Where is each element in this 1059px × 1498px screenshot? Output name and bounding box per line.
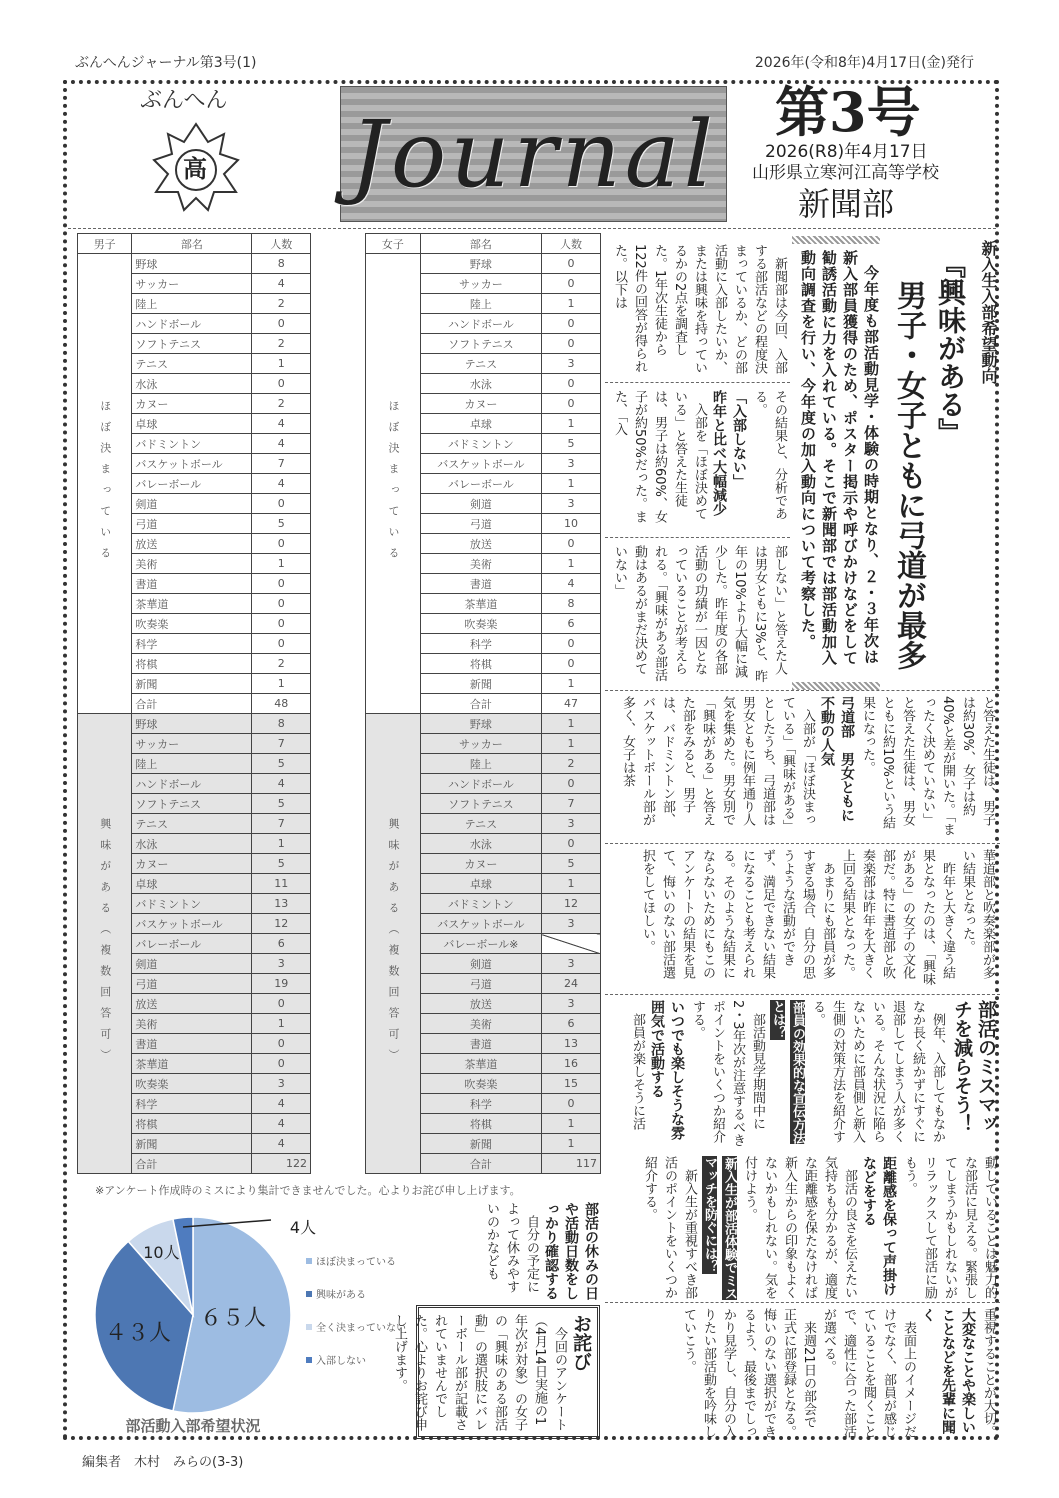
table-note: ※アンケート作成時のミスにより集計できませんでした。心よりお詫び申し上げます。 xyxy=(95,1184,521,1197)
paragraph: 動していることは魅力的な部活に見える。緊張してしまうかもしれないがリラックスして部活に励もう。 xyxy=(902,1156,997,1299)
club-name: 美術 xyxy=(132,554,252,574)
hatch-decoration xyxy=(792,236,880,244)
total-count: 48 xyxy=(252,694,311,714)
member-count: 3 xyxy=(252,954,311,974)
article1-headline2: 男子・女子ともに弓道が最多 xyxy=(891,280,926,670)
club-name: 茶華道 xyxy=(420,1054,541,1074)
paragraph: 入部を「ほぼ決めている」と答えた生徒は、男子は約60%、女子が約50%だった。また、「入 xyxy=(612,390,707,523)
club-name: 放送 xyxy=(132,534,252,554)
article1-body-1 xyxy=(607,244,789,378)
divider xyxy=(68,228,996,229)
member-count: 1 xyxy=(541,554,600,574)
chart-title: 部活動入部希望状況 xyxy=(125,1417,261,1435)
member-count: 1 xyxy=(252,554,311,574)
member-count: 6 xyxy=(541,614,600,634)
slice-label: ４３人 xyxy=(104,1321,172,1346)
pie-chart xyxy=(70,1205,410,1440)
member-count: 3 xyxy=(541,354,600,374)
club-name: 卓球 xyxy=(132,414,252,434)
divider xyxy=(605,690,1000,691)
club-name: 茶華道 xyxy=(420,594,541,614)
club-name: 科学 xyxy=(132,1094,252,1114)
member-count: 4 xyxy=(252,1134,311,1154)
club-name: 美術 xyxy=(420,554,541,574)
member-count xyxy=(541,934,600,954)
club-name: 科学 xyxy=(420,634,541,654)
member-count: 1 xyxy=(541,474,600,494)
club-name: サッカー xyxy=(132,274,252,294)
column-header: 部名 xyxy=(132,234,252,254)
legend-label: ほぼ決まっている xyxy=(316,1257,396,1268)
legend-swatch xyxy=(306,1291,312,1297)
article2-body-1 xyxy=(607,1000,947,1150)
club-name: バスケットボール xyxy=(420,914,541,934)
total-label: 合計 xyxy=(132,1154,252,1174)
club-name: 書道 xyxy=(132,574,252,594)
club-name: テニス xyxy=(420,814,541,834)
member-count: 1 xyxy=(252,834,311,854)
table-row xyxy=(366,254,601,274)
apology-text: 今回のアンケート（4月14日実施の1年次が対象）の女子の「興味のある部活動」の選択肢にバレーボール部が記載されていませんでした。心よりお詫び申し上げます。 xyxy=(392,1314,567,1431)
club-name: 新聞 xyxy=(420,1134,541,1154)
member-count: 2 xyxy=(252,394,311,414)
column-header: 人数 xyxy=(252,234,311,254)
club-name: 放送 xyxy=(420,534,541,554)
section-subheading-text: 新入生が部活体験でミスマッチを防ぐには？ xyxy=(702,1156,737,1300)
member-count: 1 xyxy=(541,874,600,894)
member-count: 8 xyxy=(252,254,311,274)
member-count: 11 xyxy=(252,874,311,894)
club-name: ハンドボール xyxy=(420,774,541,794)
divider xyxy=(605,1302,1000,1303)
school-emblem xyxy=(150,120,242,215)
divider xyxy=(605,382,790,383)
article2-body-2b xyxy=(417,1202,601,1300)
school-name: 山形県立寒河江高等学校 xyxy=(752,163,939,183)
club-name: 茶華道 xyxy=(132,594,252,614)
member-count: 5 xyxy=(252,854,311,874)
club-name: テニス xyxy=(132,814,252,834)
club-name: バスケットボール xyxy=(132,914,252,934)
club-name: 剣道 xyxy=(420,954,541,974)
club-name: バドミントン xyxy=(420,894,541,914)
paragraph: 入部が「ほぼ決まっている」「興味がある」としたうち、弓道部は男女ともに例年通り人気を集めた。男女別で「興味がある」と答えた部をみると、男子は、バドミントン部、バスケットボール部が多く、女子は茶 xyxy=(620,696,815,833)
club-name: 剣道 xyxy=(420,494,541,514)
member-count: 3 xyxy=(541,994,600,1014)
club-name: 吹奏楽 xyxy=(420,614,541,634)
club-name: 書道 xyxy=(132,1034,252,1054)
article2-headline: 部活のミスマッチを減らそう！ xyxy=(951,1000,997,1133)
paragraph: 華道部と吹奏楽部が多い結果となった。 xyxy=(960,849,995,979)
issue-number: 第3号 xyxy=(775,80,921,144)
club-name: 弓道 xyxy=(420,974,541,994)
member-count: 12 xyxy=(252,914,311,934)
club-name: 野球 xyxy=(420,254,541,274)
club-name: 陸上 xyxy=(132,754,252,774)
apology-title: お詫び xyxy=(570,1314,592,1371)
legend-label: 興味がある xyxy=(316,1290,366,1301)
member-count: 0 xyxy=(541,654,600,674)
club-name: 新聞 xyxy=(420,674,541,694)
member-count: 0 xyxy=(541,394,600,414)
club-name: サッカー xyxy=(132,734,252,754)
table-row xyxy=(366,714,601,734)
member-count: 0 xyxy=(541,1094,600,1114)
member-count: 4 xyxy=(252,474,311,494)
apology-content xyxy=(392,1314,593,1436)
editor-credit: 編集者 木村 みらの(3-3) xyxy=(82,1455,244,1470)
member-count: 3 xyxy=(541,914,600,934)
member-count: 1 xyxy=(252,674,311,694)
total-label: 合計 xyxy=(132,694,252,714)
apology-box xyxy=(392,1305,600,1439)
member-count: 7 xyxy=(252,734,311,754)
club-name: 将棋 xyxy=(132,1114,252,1134)
group-label: 興味がある（複数回答可） xyxy=(366,714,421,1174)
member-count: 3 xyxy=(541,454,600,474)
club-name: 陸上 xyxy=(420,754,541,774)
club-name: 水泳 xyxy=(420,834,541,854)
slice-label: 4人 xyxy=(289,1218,317,1237)
member-count: 4 xyxy=(252,274,311,294)
paragraph: 例年、入部してもなかなか長く続かずにすぐに退部してしまう人が多くいる。そんな状況に陥らないために部員側と新入生側の対策方法を紹介する。 xyxy=(810,1000,945,1143)
total-count: 122 xyxy=(252,1154,311,1174)
member-count: 2 xyxy=(252,334,311,354)
member-count: 5 xyxy=(541,434,600,454)
legend-label: 入部しない xyxy=(316,1356,366,1367)
club-name: バスケットボール xyxy=(132,454,252,474)
club-name: 水泳 xyxy=(132,374,252,394)
club-name: バスケットボール xyxy=(420,454,541,474)
girls-table xyxy=(365,233,601,1174)
club-name: 放送 xyxy=(132,994,252,1014)
member-count: 3 xyxy=(541,814,600,834)
member-count: 0 xyxy=(252,1054,311,1074)
club-name: 科学 xyxy=(132,634,252,654)
column-header: 部名 xyxy=(420,234,541,254)
subheading: 不動の人気 xyxy=(819,696,835,766)
member-count: 0 xyxy=(252,614,311,634)
member-count: 0 xyxy=(541,334,600,354)
table-header-row xyxy=(366,234,601,254)
paragraph: 部活動見学期間中に2・3年次が注意するべきポイントをいくつか紹介する。 xyxy=(690,1000,765,1147)
member-count: 8 xyxy=(541,594,600,614)
club-name: 弓道 xyxy=(132,974,252,994)
member-count: 0 xyxy=(252,374,311,394)
member-count: 0 xyxy=(252,634,311,654)
subheading: 「入部しない」 xyxy=(731,390,747,488)
member-count: 0 xyxy=(541,274,600,294)
club-name: 将棋 xyxy=(132,654,252,674)
member-count: 2 xyxy=(252,294,311,314)
subheading: いつでも楽しそうな雰囲気で活動する xyxy=(649,1000,685,1140)
paragraph: 自分の予定によって休みやすいのかなども xyxy=(484,1202,539,1293)
club-name: 新聞 xyxy=(132,674,252,694)
divider xyxy=(605,843,1000,844)
club-name: 美術 xyxy=(132,1014,252,1034)
member-count: 1 xyxy=(541,414,600,434)
paragraph: 重視することが大切。 xyxy=(981,1308,996,1438)
club-name: 吹奏楽 xyxy=(132,614,252,634)
member-count: 4 xyxy=(252,1094,311,1114)
club-name: ハンドボール xyxy=(132,314,252,334)
member-count: 13 xyxy=(541,1034,600,1054)
column-header: 人数 xyxy=(541,234,600,254)
paragraph: 新入生が重視すべき部活のポイントをいくつか紹介する。 xyxy=(642,1156,697,1299)
club-name: 茶華道 xyxy=(132,1054,252,1074)
issue-date: 2026(R8)年4月17日 xyxy=(765,142,928,162)
subheading: 距離感を保って声掛けなどをする xyxy=(861,1156,897,1296)
article1-lead: 今年度も部活動見学・体験の時期となり、２・３年次は新入部員獲得のため、ポスター掲示や呼びかけなどをして勧誘活動に力を入れている。そこで新聞部では部活動加入動向調査を行い、今年度の加入動向について考察した。 xyxy=(799,250,880,666)
group-label: ほぼ決まっている xyxy=(78,254,132,714)
subheading: 弓道部 男女ともに xyxy=(839,696,855,822)
group-label: 興味がある（複数回答可） xyxy=(78,714,132,1174)
member-count: 1 xyxy=(252,1014,311,1034)
member-count: 15 xyxy=(541,1074,600,1094)
running-header-left: ぶんへんジャーナル第3号(1) xyxy=(75,55,257,71)
table-row xyxy=(78,714,311,734)
article2-body-3 xyxy=(650,1308,998,1438)
club-name: 弓道 xyxy=(420,514,541,534)
club-name: ソフトテニス xyxy=(132,334,252,354)
divider xyxy=(605,994,1000,995)
club-name: 放送 xyxy=(420,994,541,1014)
member-count: 10 xyxy=(541,514,600,534)
member-count: 4 xyxy=(252,1114,311,1134)
club-name: バレーボール※ xyxy=(420,934,541,954)
subheading: 部活の休みの日や活動日数をしっかり確認する xyxy=(543,1202,599,1300)
member-count: 0 xyxy=(252,1034,311,1054)
club-name: 野球 xyxy=(420,714,541,734)
club-name: 卓球 xyxy=(132,874,252,894)
club-name: 弓道 xyxy=(132,514,252,534)
paragraph: と答えた生徒は、男子は約30%、女子は約40%と差が開いた。「まったく決めていない」と答えた生徒は、男女ともに約10%という結果になった。 xyxy=(860,696,995,836)
paragraph: 部員が楽しそうに活 xyxy=(630,1013,645,1130)
article1-body-5 xyxy=(607,849,997,989)
club-name: 書道 xyxy=(420,1034,541,1054)
member-count: 0 xyxy=(541,254,600,274)
club-name: カヌー xyxy=(420,854,541,874)
club-name: 野球 xyxy=(132,714,252,734)
section-subheading-text: 部員の効果的な宣伝方法とは？ xyxy=(770,1000,805,1144)
slice-label: 10人 xyxy=(143,1242,180,1262)
member-count: 0 xyxy=(541,314,600,334)
member-count: 0 xyxy=(541,534,600,554)
member-count: 0 xyxy=(252,594,311,614)
member-count: 5 xyxy=(252,794,311,814)
section-subheading xyxy=(699,1156,739,1300)
article1-headline1: 『興味がある』 xyxy=(934,250,967,446)
paragraph: あまりにも部員が多すぎる場合、自分の思うような活動ができず、満足できない結果になることも考えられる。そのような結果にならないためにもこのアンケートの結果を見て、悔いのない部活選択をしてほしい。 xyxy=(640,849,835,979)
article1-body-3 xyxy=(607,545,789,685)
member-count: 3 xyxy=(541,494,600,514)
member-count: 0 xyxy=(541,374,600,394)
member-count: 12 xyxy=(541,894,600,914)
member-count: 4 xyxy=(541,574,600,594)
club-name: 剣道 xyxy=(132,494,252,514)
emblem-char: 高 xyxy=(183,155,207,183)
logo-text: ぶんへん xyxy=(140,88,228,113)
member-count: 5 xyxy=(252,754,311,774)
section-subheading xyxy=(767,1000,807,1150)
paragraph: 来週21日の部会で正式に部登録となる。悔いのない選択ができるよう、最後までしっかり見学し、自分の入りたい部活動を吟味していこう。 xyxy=(681,1308,816,1438)
paragraph: 昨年と大きく違う結果となったのは、「興味がある」の女子の文化部だ。特に書道部と吹奏楽部は昨年を大きく上回る結果となった。 xyxy=(840,849,955,986)
article2-body-2a xyxy=(605,1156,999,1300)
member-count: 7 xyxy=(252,454,311,474)
member-count: 16 xyxy=(541,1054,600,1074)
article1-body-4 xyxy=(607,696,997,838)
club-name: 吹奏楽 xyxy=(132,1074,252,1094)
member-count: 7 xyxy=(541,794,600,814)
club-name: 新聞部 xyxy=(798,185,895,223)
boys-table xyxy=(77,233,311,1174)
club-name: 陸上 xyxy=(132,294,252,314)
legend-swatch xyxy=(306,1324,312,1330)
club-name: バレーボール xyxy=(132,474,252,494)
member-count: 3 xyxy=(541,954,600,974)
member-count: 1 xyxy=(541,674,600,694)
club-name: バレーボール xyxy=(420,474,541,494)
club-name: 新聞 xyxy=(132,1134,252,1154)
legend-swatch xyxy=(306,1357,312,1363)
subheading: 大変なことや楽しいことなどを先輩に聞く xyxy=(920,1308,976,1434)
legend-swatch xyxy=(306,1258,312,1264)
member-count: 19 xyxy=(252,974,311,994)
club-name: サッカー xyxy=(420,734,541,754)
member-count: 6 xyxy=(252,934,311,954)
club-name: 吹奏楽 xyxy=(420,1074,541,1094)
member-count: 0 xyxy=(541,774,600,794)
club-name: 将棋 xyxy=(420,1114,541,1134)
club-name: バレーボール xyxy=(132,934,252,954)
club-name: 水泳 xyxy=(420,374,541,394)
club-name: バドミントン xyxy=(132,434,252,454)
member-count: 1 xyxy=(541,1134,600,1154)
paragraph: 部しない」と答えた人は男女ともに3%と、昨年の10%より大幅に減少した。昨年度の各部活動の功績が一因となっていることが考えられる。「興味がある部活動はあるがまだ決めていない」 xyxy=(612,545,787,683)
club-name: カヌー xyxy=(132,854,252,874)
club-name: 卓球 xyxy=(420,414,541,434)
club-name: 陸上 xyxy=(420,294,541,314)
paragraph: 部活の良さを伝えたい気持ちも分かるが、適度な距離感を保たなければ新入生からの印象もよくないかもしれない。気を付けよう。 xyxy=(742,1156,857,1299)
article1-body-2 xyxy=(607,390,789,532)
total-label: 合計 xyxy=(420,1154,541,1174)
hatch-decoration xyxy=(792,682,880,690)
member-count: 4 xyxy=(252,434,311,454)
column-header: 男子 xyxy=(78,234,132,254)
column-header: 女子 xyxy=(366,234,421,254)
club-name: ソフトテニス xyxy=(132,794,252,814)
club-name: ソフトテニス xyxy=(420,794,541,814)
member-count: 0 xyxy=(252,494,311,514)
member-count: 2 xyxy=(252,654,311,674)
club-name: ソフトテニス xyxy=(420,334,541,354)
club-name: 書道 xyxy=(420,574,541,594)
member-count: 0 xyxy=(252,534,311,554)
member-count: 24 xyxy=(541,974,600,994)
member-count: 1 xyxy=(541,1114,600,1134)
total-count: 47 xyxy=(541,694,600,714)
member-count: 4 xyxy=(252,774,311,794)
member-count: 6 xyxy=(541,1014,600,1034)
club-name: バドミントン xyxy=(132,894,252,914)
club-name: カヌー xyxy=(132,394,252,414)
subheading: 昨年と比べ大幅減少 xyxy=(711,390,727,516)
member-count: 1 xyxy=(541,734,600,754)
paragraph: 表面上のイメージだけでなく、部員が感じていることを聞くことで、適性に合った部活が選べる。 xyxy=(821,1308,916,1438)
club-name: ハンドボール xyxy=(132,774,252,794)
club-name: 卓球 xyxy=(420,874,541,894)
journal-title-box xyxy=(340,86,727,222)
member-count: 1 xyxy=(541,714,600,734)
club-name: ハンドボール xyxy=(420,314,541,334)
club-name: 将棋 xyxy=(420,654,541,674)
club-name: カヌー xyxy=(420,394,541,414)
journal-title: Journal xyxy=(349,100,718,208)
total-label: 合計 xyxy=(420,694,541,714)
club-name: 美術 xyxy=(420,1014,541,1034)
member-count: 5 xyxy=(252,514,311,534)
club-name: テニス xyxy=(420,354,541,374)
member-count: 1 xyxy=(541,294,600,314)
club-name: 科学 xyxy=(420,1094,541,1114)
club-name: サッカー xyxy=(420,274,541,294)
group-label: ほぼ決まっている xyxy=(366,254,421,714)
member-count: 2 xyxy=(541,754,600,774)
member-count: 0 xyxy=(252,994,311,1014)
club-name: 剣道 xyxy=(132,954,252,974)
club-name: バドミントン xyxy=(420,434,541,454)
running-header-right: 2026年(令和8年)4月17日(金)発行 xyxy=(754,55,974,71)
member-count: 0 xyxy=(252,314,311,334)
member-count: 13 xyxy=(252,894,311,914)
member-count: 1 xyxy=(252,354,311,374)
paragraph: その結果と、分析である。 xyxy=(752,390,787,520)
legend-label: 全く決まっていない xyxy=(316,1323,406,1334)
member-count: 7 xyxy=(252,814,311,834)
club-name: テニス xyxy=(132,354,252,374)
member-count: 0 xyxy=(252,574,311,594)
total-count: 117 xyxy=(541,1154,600,1174)
member-count: 5 xyxy=(541,854,600,874)
member-count: 8 xyxy=(252,714,311,734)
club-name: 野球 xyxy=(132,254,252,274)
article1-kicker: 新入生入部希望動向 xyxy=(979,240,998,384)
member-count: 0 xyxy=(541,634,600,654)
divider xyxy=(605,537,790,538)
member-count: 0 xyxy=(541,834,600,854)
table-header-row xyxy=(78,234,311,254)
slice-label: ６５人 xyxy=(199,1306,267,1331)
member-count: 3 xyxy=(252,1074,311,1094)
table-row xyxy=(78,254,311,274)
paragraph: 新聞部は今回、入部する部活などの程度決まっているか、どの部活動に入部したいか、または興味を持っているかの2点を調査した。1年次生徒から122件の回答が得られた。以下は xyxy=(612,244,787,374)
club-name: 水泳 xyxy=(132,834,252,854)
member-count: 4 xyxy=(252,414,311,434)
